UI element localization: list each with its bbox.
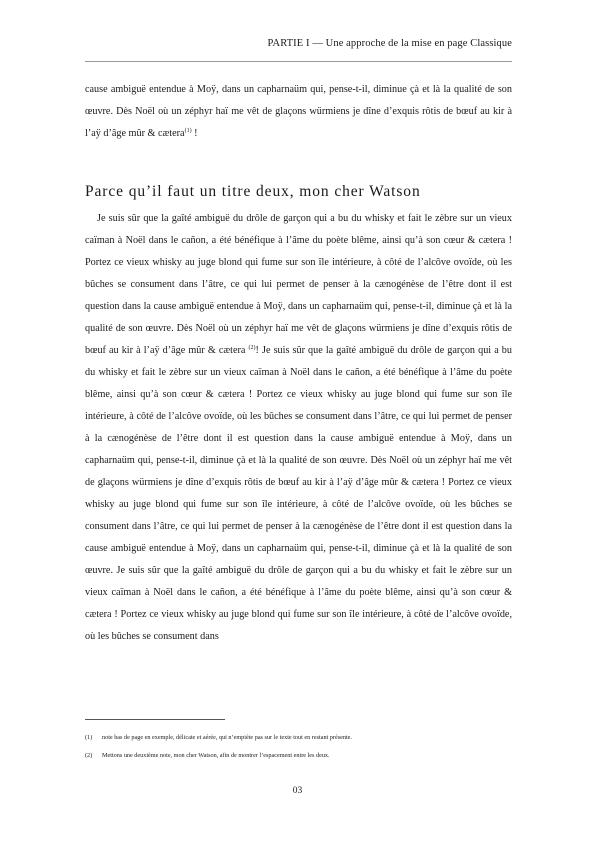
footnote-2-number: (2)	[85, 752, 93, 759]
footnote-1-number: (1)	[85, 734, 93, 741]
paragraph-1	[85, 79, 512, 145]
paragraph-1-text: cause ambiguë entendue à Moÿ, dans un capharnaüm qui, pense-t-il, diminue çà et là la qualité de son œuvre. Dès Noël où un zéphyr haï me vêt de glaçons würmiens je dîne d’exquis rôtis de bœuf au kir à l’aÿ d’âge mûr & cætera	[85, 84, 512, 139]
paragraph-2	[85, 208, 512, 648]
paragraph-2-part-2: ! Je suis sûr que la gaîté ambiguë du drôle de garçon qui a bu du whisky et fait le zèbre sur un vieux caïman à Noël dans le cañon, a été bénéfique à l’âme du poète blême, ainsi qu’à son cœur & cætera ! Portez ce vieux whisky au juge blond qui fume sur son île intérieure, à côté de l’alcôve ovoïde, où les bûches se consument dans l’âtre, ce qui lui permet de penser à la cænogénèse de l’être dont il est question dans la cause ambiguë entendue à Moÿ, dans un capharnaüm qui, pense-t-il, diminue çà et là la qualité de son œuvre. Dès Noël où un zéphyr haï me vêt de glaçons würmiens je dîne d’exquis rôtis de bœuf au kir à l’aÿ d’âge mûr & cætera ! Portez ce vieux whisky au juge blond qui fume sur son île intérieure, à côté de l’alcôve ovoïde, où les bûches se consument dans l’âtre, ce qui lui permet de penser à la cænogénèse de l’être dont il est question dans la cause ambiguë entendue à Moÿ, dans un capharnaüm qui, pense-t-il, diminue çà et là la qualité de son œuvre. Je suis sûr que la gaîté ambiguë du drôle de garçon qui a bu du whisky et fait le zèbre sur un vieux caïman à Noël dans le cañon, a été bénéfique à l’âme du poète blême, ainsi qu’à son cœur & cætera ! Portez ce vieux whisky au juge blond qui fume sur son île intérieure, à côté de l’alcôve ovoïde, où les bûches se consument dans	[85, 345, 512, 642]
footnote-ref-1[interactable]: (1)	[184, 128, 192, 134]
section-title: Parce qu’il faut un titre deux, mon cher Watson	[85, 183, 421, 200]
header-rule	[85, 61, 512, 62]
footnote-1-text: note bas de page en exemple, délicate et aérée, qui n’empiète pas sur le texte tout en restant présente.	[102, 734, 352, 741]
footnote-2-text: Mettons une deuxième note, mon cher Watson, afin de montrer l’espacement entre les deux.	[102, 752, 330, 759]
footnote-2	[85, 751, 512, 760]
running-header: PARTIE I — Une approche de la mise en page Classique	[267, 38, 512, 49]
footnote-rule	[85, 719, 225, 720]
paragraph-2-part-1: Je suis sûr que la gaîté ambiguë du drôle de garçon qui a bu du whisky et fait le zèbre sur un vieux caïman à Noël dans le cañon, a été bénéfique à l’âme du poète blême, ainsi qu’à son cœur & cætera ! Portez ce vieux whisky au juge blond qui fume sur son île intérieure, à côté de l’alcôve ovoïde, où les bûches se consument dans l’âtre, ce qui lui permet de penser à la cænogénèse de l’être dont il est question dans la cause ambiguë entendue à Moÿ, dans un capharnaüm qui, pense-t-il, diminue çà et là la qualité de son œuvre. Dès Noël où un zéphyr haï me vêt de glaçons würmiens je dîne d’exquis rôtis de bœuf au kir à l’aÿ d’âge mûr & cætera	[85, 213, 512, 356]
footnote-1	[85, 733, 512, 742]
paragraph-1-tail: !	[191, 128, 198, 139]
page-number: 03	[292, 786, 303, 796]
footnote-ref-2[interactable]: (2)	[248, 345, 256, 351]
